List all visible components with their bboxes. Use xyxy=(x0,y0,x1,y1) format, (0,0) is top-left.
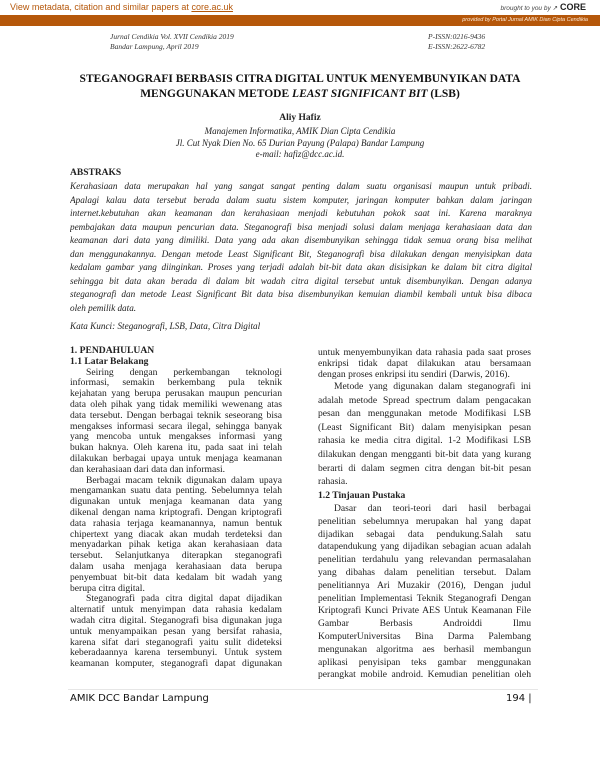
text-line: mengamankan suatu data penting. Sebelumnya telah xyxy=(70,486,282,497)
text-line: Kriptografi Kunci Private AES Untuk Keamanan File xyxy=(318,605,531,617)
p-issn: P-ISSN:0216-9436 xyxy=(428,32,486,41)
text-line: penelitian sebelumnya merupakan hal yang dapat xyxy=(318,515,531,527)
text-line: Kerahasiaan data merupakan hal yang sangat sangat penting dalam suatu organisasi maupun untuk pribadi. xyxy=(70,181,532,191)
text-line: penelitiannya Ari Muzakir (2016), Dengan judul xyxy=(318,579,531,591)
subsection-heading: 1.2 Tinjauan Pustaka xyxy=(318,490,406,501)
core-logo-text: CORE xyxy=(559,2,586,12)
address: Jl. Cut Nyak Dien No. 65 Durian Payung (Palapa) Bandar Lampung xyxy=(175,137,425,148)
page-number: 194 | xyxy=(506,693,532,704)
text-line: oleh pemilik data. xyxy=(70,302,137,313)
text-line: untuk menyampaikan pesan yang bersifat rahasia, xyxy=(70,626,282,637)
brought-by[interactable] xyxy=(500,2,586,12)
text-line: sehingga bit data akan berada di dalam bit wadah citra digital tersebut untuk disembunyikan. Dengan adanya xyxy=(70,275,532,286)
paragraph xyxy=(70,594,282,670)
text-line: alternatif untuk menyimpan data rahasia kedalam xyxy=(70,605,282,616)
text-line: bukan haknya. Oleh karena itu, pada saat ini telah xyxy=(70,443,282,454)
text-line: data tersebut. Dengan berbagai teknik seseorang bisa xyxy=(70,410,282,421)
text-line: internet.kebutuhan akan keamanan dan kerahasiaan menjadi kebutuhan pokok saat ini. Karena maraknya xyxy=(70,208,532,218)
right-para-1 xyxy=(318,347,531,380)
text-line: Dasar dan teori-teori dari hasil berbagai xyxy=(334,503,531,514)
title-italic-part: LEAST SIGNIFICANT BIT xyxy=(292,88,428,100)
text-line: dijadikan sebagai data pendukung.Salah satu xyxy=(318,528,531,540)
text-line: kejahatan yang berupa perusakan maupun pencurian xyxy=(70,389,282,400)
issn-info xyxy=(428,32,485,52)
text-line: digunakan untuk menjaga keamanan data yang xyxy=(70,497,282,508)
journal-date: Bandar Lampung, April 2019 xyxy=(110,42,199,51)
text-line: penelitian Implementasi Teknik Steganografi Dengan xyxy=(318,592,531,604)
text-line: pesan dan menggunakan metode Modifikasi LSB xyxy=(318,408,531,420)
text-line: datapendukung yang dijadikan sebagian acuan adalah xyxy=(318,541,531,553)
text-line: berupa citra digital. xyxy=(70,583,145,594)
email: e-mail: hafiz@dcc.ac.id. xyxy=(255,149,345,159)
section-heading: 1. PENDAHULUAN xyxy=(70,345,155,356)
journal-volume: Jurnal Cendikia Vol. XVII Cendikia 2019 xyxy=(110,32,234,41)
text-line: mengakses informasi secara ilegal, sehingga banyak xyxy=(70,421,282,432)
provided-bar xyxy=(0,15,600,26)
e-issn: E-ISSN:2622-6782 xyxy=(428,42,486,51)
abstract-heading: ABSTRAKS xyxy=(70,168,122,178)
text-line: menyadarkan pihak ketiga akan kerahasiaan data xyxy=(70,540,282,551)
text-line: keamanan dari data yang dimiliki. Data yang ada akan disembunyikan sehingga tidak semua orang bisa melihat xyxy=(70,235,532,245)
subsection-heading: 1.1 Latar Belakang xyxy=(70,355,149,367)
text-line: penyembuat bit-bit data kedalam bit wadah yang xyxy=(70,572,282,583)
abstract-body xyxy=(70,180,532,315)
paragraph xyxy=(70,368,282,476)
text-line: chipertext yang diacak akan mudah terdeteksi dan xyxy=(70,529,282,540)
core-logo-icon: ↗ xyxy=(552,5,558,12)
text-line: Metode yang digunakan dalam steganografi ini xyxy=(334,381,531,392)
text-line: data rahasia terjaga keamanannya, namun bentuk xyxy=(70,518,282,529)
text-line: mengunakan algoritma aes berhasil membangun xyxy=(318,643,531,655)
text-line: penelitian terdahulu yang relevandan permasalahan xyxy=(318,554,531,566)
text-line: perangkat mobile android. Kemudian penelitian oleh xyxy=(318,669,531,681)
text-line: adalah metode Spread spectrum dalam pengacakan xyxy=(318,394,531,406)
text-line: yang dibahas dalam penelitian tersebut. Dalam xyxy=(318,566,531,578)
text-line: berarti di dalam segmen citra dengan bit-bit pesan xyxy=(318,462,531,474)
provided-by-link[interactable]: provided by Portal Jurnal AMIK Dian Cipta Cendikia xyxy=(462,17,588,23)
text-line: (Least Significant Bit) dalam menyisipkan pesan xyxy=(318,421,531,433)
footer-institution: AMIK DCC Bandar Lampung xyxy=(70,693,209,704)
text-line: dan menggunakannya. Dengan metode Least Significant Bit, Steganografi bisa dilakukan dengan menyisipkan data xyxy=(70,248,532,259)
text-line: dilakukan dengan mengganti bit-bit data yang kurang xyxy=(318,448,531,460)
metadata-link-text xyxy=(10,2,233,12)
text-line: yang mencoba untuk mengakses informasi yang xyxy=(70,432,282,443)
core-link[interactable]: core.ac.uk xyxy=(191,2,233,12)
author-name: Aliy Hafiz xyxy=(279,113,321,123)
affiliation: Manajemen Informatika, AMIK Dian Cipta Cendikia xyxy=(204,126,396,136)
text-line: dilakukan berbagai upaya untuk menjaga keamanan xyxy=(70,453,282,464)
paper-title xyxy=(40,72,560,102)
right-para-2 xyxy=(318,380,531,489)
text-line: pembajakan data maupun pencurian data. Steganografi bisa menjadi solusi dalam menjaga kerahasiaan data dan xyxy=(70,221,532,232)
text-line: KomputerUniversitas Bina Darma Palembang xyxy=(318,630,531,642)
subsection-heading-2 xyxy=(318,490,531,502)
text-line: Steganografi pada citra digital dapat dijadikan xyxy=(86,594,282,605)
text-line: Apalagi kalau data tersebut berada dalam suatu sistem komputer, jaringan komputer bahkan dalam jaringan xyxy=(70,194,532,205)
author-details xyxy=(40,126,560,161)
text-line: dan kerahasiaan dari data dan informasi. xyxy=(70,464,226,475)
title-part: (LSB) xyxy=(427,88,460,100)
left-column xyxy=(70,346,282,670)
text-line: wadah citra digital. Steganografi bisa digunakan juga xyxy=(70,615,282,626)
text-line: informasi, semakin berkembang pula teknik xyxy=(70,378,282,389)
text-line: steganografi dan metode Least Significant Bit data bisa disembunyikan kemuian diambil kembali untuk bisa dibaca xyxy=(70,289,532,299)
text-line: data oleh pihak yang tidak memiliki wewenang atas xyxy=(70,399,282,410)
text-line: rahasia. xyxy=(318,476,348,488)
text-line: Seiring dengan perkembangan teknologi xyxy=(86,367,282,378)
text-line: dikenal dengan nama kriptografi. Dengan kriptografi xyxy=(70,507,282,518)
text-line: aplikasi penyisipan teks gambar menggunakan xyxy=(318,656,531,668)
brought-text: brought to you by xyxy=(500,5,551,12)
text-line: kedalam gambar yang diinginkan. Proses yang terjadi adalah bit-bit data akan disisipkan ke dalam bit citra digital xyxy=(70,262,532,272)
footer-divider xyxy=(68,689,538,690)
text-line: karena sifat dari steganografi yaitu sulit dideteksi xyxy=(70,637,282,648)
text-line: enkripsi tidak dapat dilakukan atau bersamaan xyxy=(318,358,531,369)
text-line: dalam usaha menjaga kerahasiaan data berupa xyxy=(70,561,282,572)
banner-text: View metadata, citation and similar papers at xyxy=(10,2,192,12)
title-part: MENGGUNAKAN METODE xyxy=(140,88,293,100)
journal-info xyxy=(110,32,234,52)
text-line: untuk menyembunyikan data rahasia pada saat proses xyxy=(318,347,531,358)
title-line-1: STEGANOGRAFI BERBASIS CITRA DIGITAL UNTUK MENYEMBUNYIKAN DATA xyxy=(79,73,521,85)
text-line: keberadaannya karena tersembunyi. Untuk system xyxy=(70,648,282,659)
text-line: tersebut. Selanjutkanya diterapkan steganografi xyxy=(70,551,282,562)
paragraph xyxy=(70,476,282,595)
text-line: rahasia ke media citra digital. 1-2 Modifikasi LSB xyxy=(318,435,531,447)
text-line: keamanan komputer, steganografi dapat digunakan xyxy=(70,659,282,670)
right-para-3 xyxy=(318,503,531,682)
core-banner xyxy=(0,0,600,15)
text-line: dengan proses enkripsi itu sendiri (Darwis, 2016). xyxy=(318,369,510,380)
text-line: Berbagai macam teknik digunakan dalam upaya xyxy=(86,475,282,486)
keywords: Kata Kunci: Steganografi, LSB, Data, Citra Digital xyxy=(70,321,261,331)
title-line-2 xyxy=(40,87,560,102)
text-line: Gambar Berbasis Androiddi Ilmu xyxy=(318,618,531,630)
